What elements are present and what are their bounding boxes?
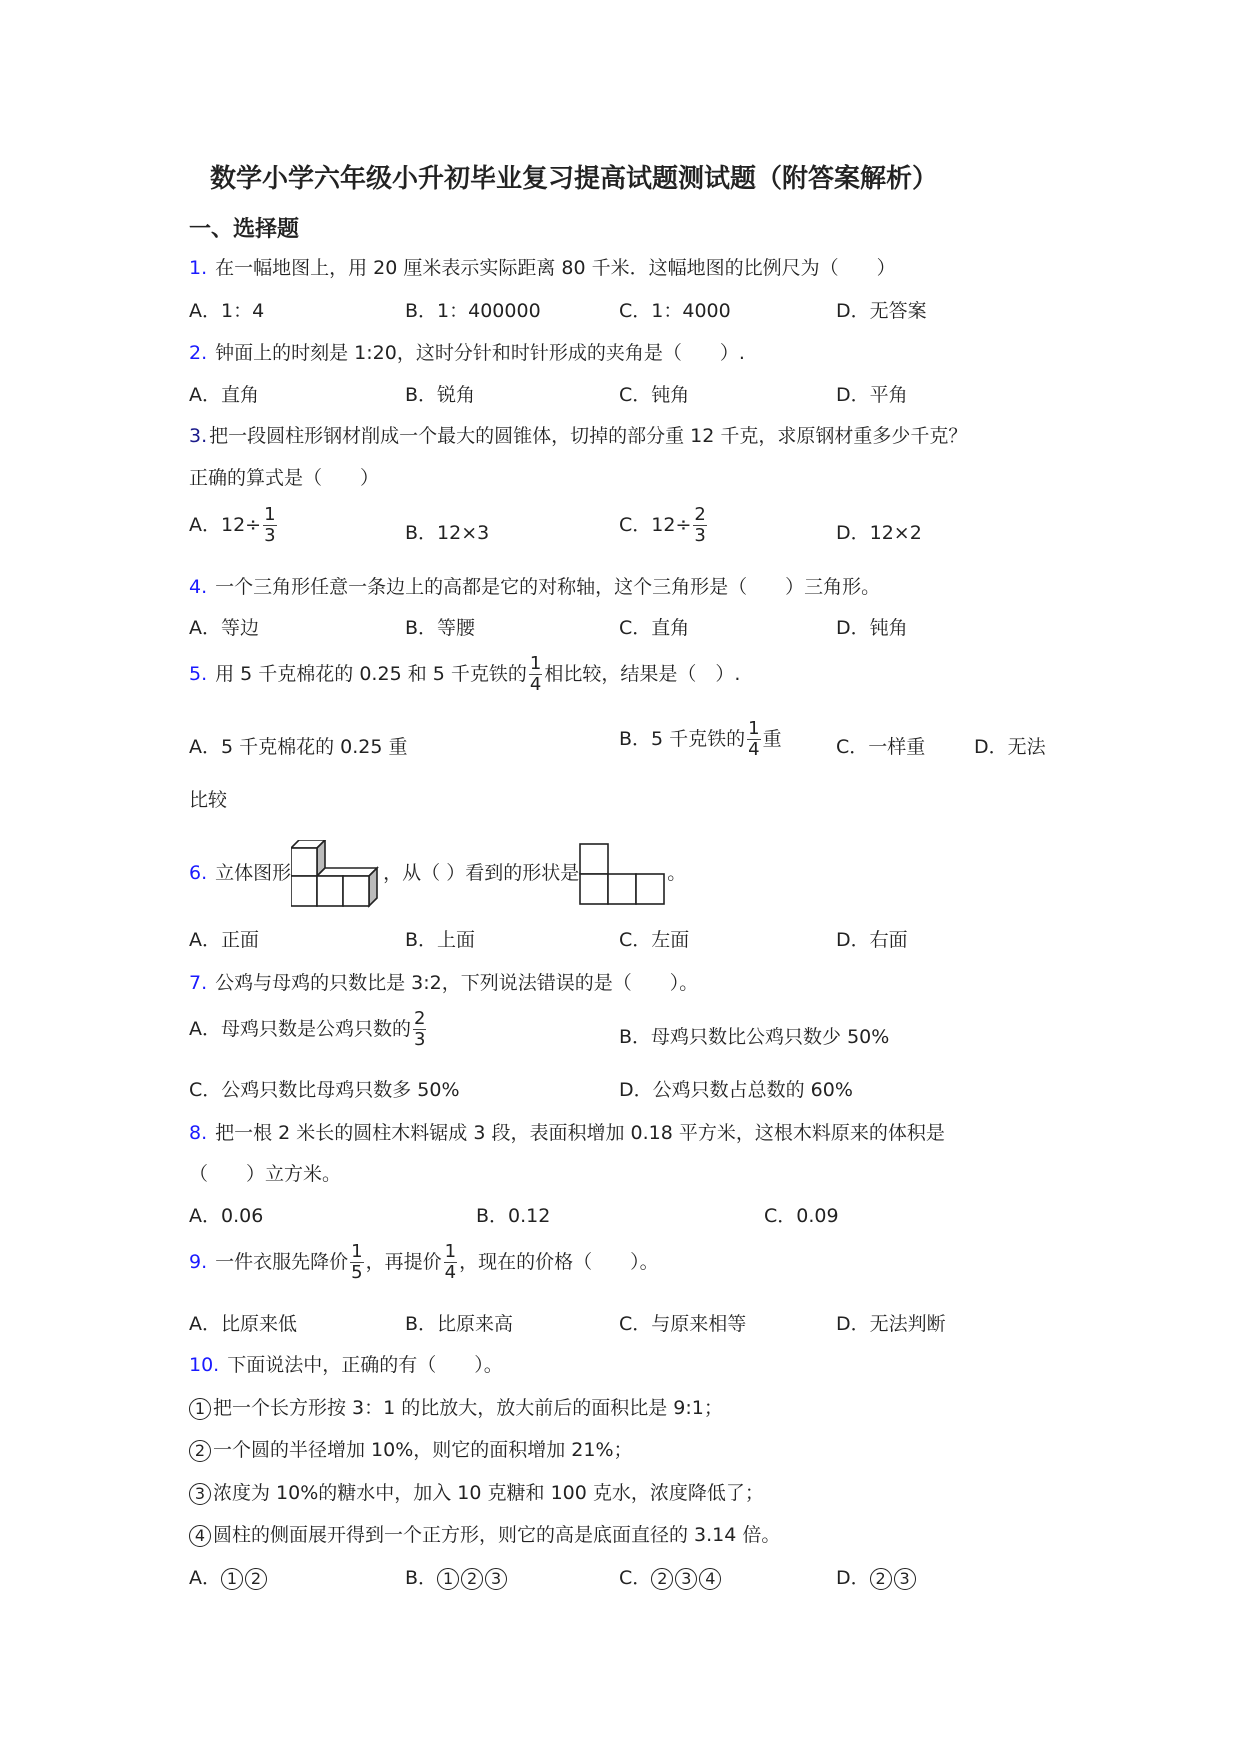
q6-option-d[interactable]: D．右面 (836, 929, 908, 951)
q1-option-b[interactable]: B．1：400000 (405, 300, 541, 322)
q7-option-a[interactable]: A．母鸡只数是公鸡只数的 $\frac{2}{3}$ (189, 1008, 426, 1050)
q4-option-b[interactable]: B．等腰 (405, 617, 476, 639)
q4-option-c[interactable]: C．直角 (619, 617, 690, 639)
q5-option-d[interactable]: D．无法 (974, 736, 1046, 758)
q3-option-d[interactable]: D．12×2 (836, 522, 922, 544)
q8-option-b[interactable]: B．0.12 (476, 1205, 551, 1227)
q7-option-c[interactable]: C．公鸡只数比母鸡只数多 50% (189, 1079, 460, 1101)
question-10: 10. 下面说法中，正确的有（ ）。 (189, 1354, 503, 1376)
q2-option-b[interactable]: B．锐角 (405, 384, 476, 406)
q2-option-c[interactable]: C．钝角 (619, 384, 690, 406)
q7-option-d[interactable]: D．公鸡只数占总数的 60% (619, 1079, 853, 1101)
section-heading: 一、选择题 (189, 217, 300, 242)
q3-option-b[interactable]: B．12×3 (405, 522, 490, 544)
q2-option-a[interactable]: A．直角 (189, 384, 259, 406)
question-9: 9. 一件衣服先降价 $\frac{1}{5}$ ，再提价 $\frac{1}{4}$ ，现在的价格（ ）。 (189, 1241, 659, 1283)
question-1: 1. 在一幅地图上，用 20 厘米表示实际距离 80 千米．这幅地图的比例尺为（ ） (189, 257, 896, 279)
q5-option-a[interactable]: A．5 千克棉花的 0.25 重 (189, 736, 408, 758)
q4-option-d[interactable]: D．钝角 (836, 617, 908, 639)
q10-option-b[interactable]: B． 1 2 3 (405, 1565, 509, 1591)
q10-option-a[interactable]: A． 1 2 (189, 1565, 269, 1591)
question-5: 5. 用 5 千克棉花的 0.25 和 5 千克铁的 $\frac{1}{4}$ 相比较，结果是（ ）. (189, 653, 741, 695)
q6-option-c[interactable]: C．左面 (619, 929, 690, 951)
question-4: 4. 一个三角形任意一条边上的高都是它的对称轴，这个三角形是（ ）三角形。 (189, 576, 881, 598)
q10-option-c[interactable]: C． 2 3 4 (619, 1565, 723, 1591)
question-6: 6. 立体图形 ，从（ ）看到的形状是 。 (189, 838, 686, 908)
q1-option-d[interactable]: D．无答案 (836, 300, 927, 322)
view-shape-figure (579, 842, 667, 906)
q9-option-c[interactable]: C．与原来相等 (619, 1313, 747, 1335)
q6-option-b[interactable]: B．上面 (405, 929, 476, 951)
q6-option-a[interactable]: A．正面 (189, 929, 259, 951)
q10-statement-1: 1 把一个长方形按 3：1 的比放大，放大前后的面积比是 9:1； (189, 1395, 723, 1421)
page-title: 数学小学六年级小升初毕业复习提高试题测试题（附答案解析） (210, 164, 939, 194)
question-3-line2: 正确的算式是（ ） (189, 467, 380, 489)
q9-option-a[interactable]: A．比原来低 (189, 1313, 297, 1335)
question-2: 2. 钟面上的时刻是 1:20，这时分针和时针形成的夹角是（ ）. (189, 342, 745, 364)
q9-option-b[interactable]: B．比原来高 (405, 1313, 514, 1335)
question-8-line2: （ ）立方米。 (189, 1163, 342, 1185)
q7-option-b[interactable]: B．母鸡只数比公鸡只数少 50% (619, 1026, 890, 1048)
q2-option-d[interactable]: D．平角 (836, 384, 908, 406)
q1-option-c[interactable]: C．1：4000 (619, 300, 731, 322)
question-8: 8. 把一根 2 米长的圆柱木料锯成 3 段，表面积增加 0.18 平方米，这根木料原来的体积是 (189, 1122, 945, 1144)
q5-option-d-cont: 比较 (189, 789, 228, 811)
q10-option-d[interactable]: D． 2 3 (836, 1565, 918, 1591)
q9-option-d[interactable]: D．无法判断 (836, 1313, 946, 1335)
q10-statement-3: 3 浓度为 10%的糖水中，加入 10 克糖和 100 克水，浓度降低了； (189, 1480, 764, 1506)
question-7: 7. 公鸡与母鸡的只数比是 3:2，下列说法错误的是（ ）。 (189, 972, 699, 994)
question-3: 3. 把一段圆柱形钢材削成一个最大的圆锥体，切掉的部分重 12 千克，求原钢材重多少千克？ (189, 425, 968, 447)
q10-statement-2: 2 一个圆的半径增加 10%，则它的面积增加 21%； (189, 1437, 633, 1463)
q1-option-a[interactable]: A．1：4 (189, 300, 265, 322)
q3-option-a[interactable]: A．12÷ $\frac{1}{3}$ (189, 504, 276, 546)
q5-option-c[interactable]: C．一样重 (836, 736, 926, 758)
q4-option-a[interactable]: A．等边 (189, 617, 259, 639)
cube-stack-figure (291, 840, 383, 908)
q5-option-b[interactable]: B．5 千克铁的 $\frac{1}{4}$ 重 (619, 718, 782, 760)
q3-option-c[interactable]: C．12÷ $\frac{2}{3}$ (619, 504, 706, 546)
q8-option-c[interactable]: C．0.09 (764, 1205, 839, 1227)
q8-option-a[interactable]: A．0.06 (189, 1205, 264, 1227)
q10-statement-4: 4 圆柱的侧面展开得到一个正方形，则它的高是底面直径的 3.14 倍。 (189, 1522, 780, 1548)
